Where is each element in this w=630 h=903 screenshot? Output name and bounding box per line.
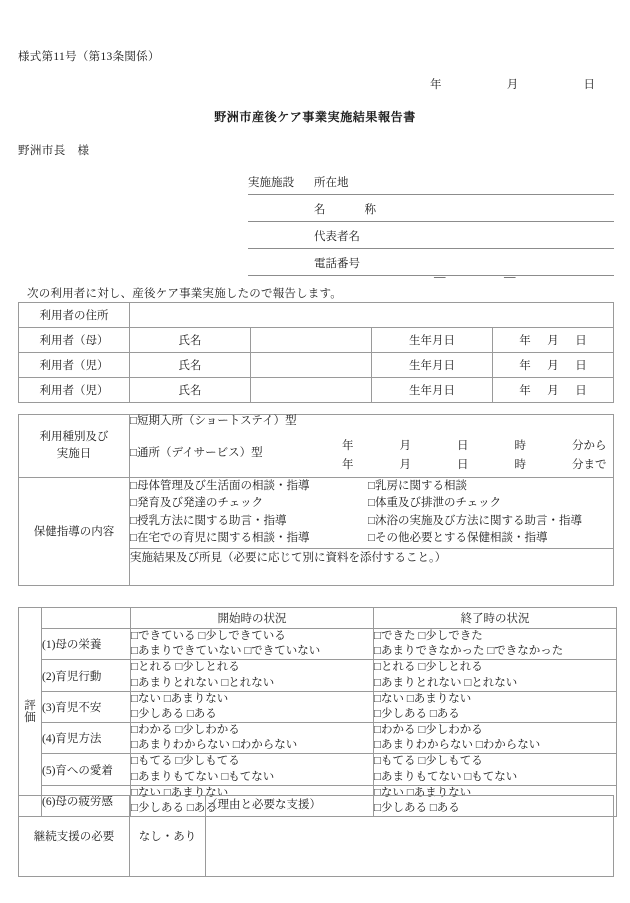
facility-name-label bbox=[314, 201, 376, 221]
guidance-item-row-2 bbox=[130, 513, 613, 530]
evaluation-start-6-line2: □少しある □ある bbox=[131, 801, 217, 814]
facility-address-label: 所在地 bbox=[314, 177, 349, 189]
guidance-option-2-right[interactable]: □沐浴の実施及び方法に関する助言・指導 bbox=[368, 514, 582, 527]
evaluation-end-4-line1: □わかる □少しわかる bbox=[374, 724, 483, 737]
evaluation-end-options-2[interactable] bbox=[374, 660, 617, 691]
usage-type-label-line1: 利用種別及び bbox=[39, 431, 109, 444]
intro-sentence: 次の利用者に対し、産後ケア事業実施したので報告します。 bbox=[27, 288, 342, 300]
continued-support-reason-field[interactable] bbox=[206, 796, 614, 877]
usage-to-day: 日 bbox=[457, 458, 469, 471]
evaluation-item-5: (5)育への愛着 bbox=[42, 754, 131, 785]
continued-support-reason-header: （理由と必要な支援） bbox=[206, 799, 321, 811]
evaluation-start-2-line1: □とれる □少しとれる bbox=[131, 661, 240, 674]
evaluation-start-1-line1: □できている □少しできている bbox=[131, 630, 286, 642]
user-name-value-1[interactable] bbox=[251, 353, 372, 378]
usage-date-range bbox=[342, 437, 610, 474]
evaluation-end-options-3[interactable] bbox=[374, 691, 617, 722]
user-name-label-2: 氏名 bbox=[130, 378, 251, 403]
usage-option-day-service[interactable]: □通所（デイサービス）型 bbox=[130, 446, 263, 459]
user-name-value-2[interactable] bbox=[251, 378, 372, 403]
dob-month-label-1: 月 bbox=[547, 360, 559, 372]
table-row bbox=[19, 478, 614, 549]
guidance-option-3-left[interactable]: □在宅での育児に関する相談・指導 bbox=[130, 532, 310, 545]
evaluation-item-2: (2)育児行動 bbox=[42, 660, 131, 691]
usage-to-month: 月 bbox=[399, 458, 411, 471]
facility-row-name bbox=[248, 195, 614, 222]
facility-section-label: 実施施設 bbox=[248, 177, 294, 189]
facility-spacer-1 bbox=[248, 217, 314, 221]
users-table bbox=[18, 302, 614, 403]
evaluation-column-end: 終了時の状況 bbox=[374, 608, 617, 629]
usage-and-guidance-table bbox=[18, 414, 614, 586]
dob-day-label-0: 日 bbox=[575, 335, 587, 347]
evaluation-table bbox=[18, 607, 617, 817]
guidance-label: 保健指導の内容 bbox=[19, 478, 130, 586]
evaluation-item-6: (6)母の疲労感 bbox=[42, 785, 131, 816]
facility-spacer-3 bbox=[248, 271, 314, 275]
usage-to-hour: 時 bbox=[514, 458, 526, 471]
user-row-label-child-1: 利用者（児） bbox=[19, 353, 130, 378]
submission-day-label: 日 bbox=[583, 79, 595, 91]
user-address-label: 利用者の住所 bbox=[19, 303, 130, 328]
guidance-option-0-left[interactable]: □母体管理及び生活面の相談・指導 bbox=[130, 480, 310, 492]
evaluation-start-2-line2: □あまりとれない □とれない bbox=[131, 676, 275, 689]
evaluation-item-4: (4)育児方法 bbox=[42, 723, 131, 754]
user-dob-value-1[interactable] bbox=[493, 353, 614, 378]
guidance-option-1-left[interactable]: □発育及び発達のチェック bbox=[130, 497, 264, 510]
table-row bbox=[19, 691, 617, 722]
evaluation-start-3-line1: □ない □あまりない bbox=[131, 692, 229, 705]
dob-day-label-1: 日 bbox=[575, 360, 587, 372]
evaluation-end-options-5[interactable] bbox=[374, 754, 617, 785]
facility-name-label-a: 名 bbox=[314, 204, 326, 216]
user-dob-label-1: 生年月日 bbox=[372, 353, 493, 378]
evaluation-end-6-line1: □ない □あまりない bbox=[374, 786, 472, 799]
usage-from-tail: 分から bbox=[572, 440, 607, 452]
evaluation-start-5-line2: □あまりもてない □もてない bbox=[131, 770, 275, 783]
user-address-value[interactable] bbox=[130, 303, 614, 328]
facility-name-label-b: 称 bbox=[364, 204, 376, 216]
form-number: 様式第11号（第13条関係） bbox=[18, 51, 160, 63]
guidance-option-3-right[interactable]: □その他必要とする保健相談・指導 bbox=[368, 532, 548, 545]
dob-day-label-2: 日 bbox=[575, 385, 587, 397]
evaluation-label-char-1: 評 bbox=[24, 699, 36, 712]
evaluation-end-5-line1: □もてる □少しもてる bbox=[374, 755, 483, 768]
submission-date-line bbox=[430, 76, 595, 92]
evaluation-column-start: 開始時の状況 bbox=[131, 608, 374, 629]
table-row bbox=[19, 378, 614, 403]
usage-type-body bbox=[130, 415, 614, 478]
user-dob-value-2[interactable] bbox=[493, 378, 614, 403]
dob-month-label-2: 月 bbox=[547, 385, 559, 397]
evaluation-end-2-line1: □とれる □少しとれる bbox=[374, 661, 483, 674]
facility-row-telephone bbox=[248, 249, 614, 283]
user-row-label-mother: 利用者（母） bbox=[19, 328, 130, 353]
evaluation-end-options-1[interactable] bbox=[374, 629, 617, 660]
usage-from-month: 月 bbox=[399, 440, 411, 452]
dob-year-label-1: 年 bbox=[519, 360, 531, 372]
evaluation-end-3-line2: □少しある □ある bbox=[374, 707, 460, 720]
dob-year-label-0: 年 bbox=[519, 335, 531, 347]
continued-support-label: 継続支援の必要 bbox=[19, 796, 130, 877]
evaluation-end-4-line2: □あまりわからない □わからない bbox=[374, 739, 541, 752]
usage-option-short-stay[interactable]: □短期入所（ショートステイ）型 bbox=[130, 415, 297, 427]
guidance-item-row-3 bbox=[130, 530, 613, 547]
facility-representative-label: 代表者名 bbox=[314, 231, 360, 243]
evaluation-end-2-line2: □あまりとれない □とれない bbox=[374, 676, 518, 689]
facility-row-address bbox=[248, 168, 614, 195]
continued-support-table bbox=[18, 795, 614, 877]
user-name-label-0: 氏名 bbox=[130, 328, 251, 353]
guidance-option-2-left[interactable]: □授乳方法に関する助言・指導 bbox=[130, 514, 287, 527]
table-row bbox=[19, 353, 614, 378]
table-row bbox=[19, 608, 617, 629]
evaluation-end-5-line2: □あまりもてない □もてない bbox=[374, 770, 518, 783]
facility-row-representative bbox=[248, 222, 614, 249]
user-dob-label-2: 生年月日 bbox=[372, 378, 493, 403]
evaluation-start-3-line2: □少しある □ある bbox=[131, 707, 217, 720]
guidance-item-row-1 bbox=[130, 495, 613, 512]
evaluation-end-1-line1: □できた □少しできた bbox=[374, 630, 483, 642]
guidance-option-1-right[interactable]: □体重及び排泄のチェック bbox=[368, 497, 502, 510]
facility-telephone-value[interactable] bbox=[376, 271, 614, 283]
usage-type-label-line2: 実施日 bbox=[56, 448, 92, 460]
evaluation-vertical-label bbox=[19, 608, 42, 817]
usage-date-row-to[interactable] bbox=[342, 456, 610, 475]
evaluation-start-6-line1: □ない □あまりない bbox=[131, 786, 229, 799]
evaluation-start-options-2[interactable] bbox=[131, 660, 374, 691]
result-and-findings-field[interactable]: 実施結果及び所見（必要に応じて別に資料を添付すること。） bbox=[130, 548, 614, 585]
evaluation-item-3: (3)育児不安 bbox=[42, 691, 131, 722]
table-row bbox=[19, 660, 617, 691]
evaluation-label-char-2: 価 bbox=[24, 712, 36, 725]
evaluation-item-1: (1)母の栄養 bbox=[42, 629, 131, 660]
table-row bbox=[19, 415, 614, 478]
usage-from-year: 年 bbox=[342, 440, 354, 452]
table-row bbox=[19, 328, 614, 353]
telephone-dash-1: ― bbox=[434, 271, 446, 283]
guidance-options bbox=[130, 478, 614, 549]
table-row bbox=[19, 723, 617, 754]
evaluation-start-1-line2: □あまりできていない □できていない bbox=[131, 645, 321, 658]
evaluation-end-3-line1: □ない □あまりない bbox=[374, 692, 472, 705]
dob-year-label-2: 年 bbox=[519, 385, 531, 397]
facility-address-value[interactable] bbox=[376, 190, 614, 194]
usage-from-day: 日 bbox=[457, 440, 469, 452]
guidance-option-0-right[interactable]: □乳房に関する相談 bbox=[368, 480, 467, 492]
guidance-item-row-0 bbox=[130, 478, 613, 495]
facility-name-value[interactable] bbox=[376, 217, 614, 221]
submission-month-label: 月 bbox=[506, 79, 519, 91]
table-row bbox=[19, 629, 617, 660]
facility-telephone-label: 電話番号 bbox=[314, 258, 360, 270]
submission-year-label: 年 bbox=[430, 79, 442, 91]
page-title: 野洲市産後ケア事業実施結果報告書 bbox=[214, 110, 416, 124]
evaluation-start-options-4[interactable] bbox=[131, 723, 374, 754]
usage-to-year: 年 bbox=[342, 458, 354, 471]
addressee: 野洲市長 様 bbox=[18, 145, 90, 157]
user-dob-value-0[interactable] bbox=[493, 328, 614, 353]
table-row bbox=[19, 303, 614, 328]
facility-spacer-2 bbox=[248, 244, 314, 248]
table-row bbox=[19, 796, 614, 877]
usage-type-label bbox=[19, 415, 130, 478]
evaluation-start-4-line2: □あまりわからない □わからない bbox=[131, 739, 298, 752]
evaluation-end-6-line2: □少しある □ある bbox=[374, 801, 460, 814]
continued-support-value[interactable]: なし・あり bbox=[130, 796, 206, 877]
table-row bbox=[19, 754, 617, 785]
evaluation-start-options-5[interactable] bbox=[131, 754, 374, 785]
facility-representative-value[interactable] bbox=[376, 244, 614, 248]
evaluation-start-4-line1: □わかる □少しわかる bbox=[131, 724, 240, 737]
evaluation-end-1-line2: □あまりできなかった □できなかった bbox=[374, 645, 564, 658]
user-row-label-child-2: 利用者（児） bbox=[19, 378, 130, 403]
evaluation-start-options-3[interactable] bbox=[131, 691, 374, 722]
facility-block bbox=[248, 168, 614, 283]
user-name-label-1: 氏名 bbox=[130, 353, 251, 378]
telephone-dash-2: ― bbox=[504, 271, 516, 283]
usage-from-hour: 時 bbox=[514, 440, 526, 452]
dob-month-label-0: 月 bbox=[547, 335, 559, 347]
usage-date-row-from[interactable] bbox=[342, 437, 610, 456]
evaluation-start-options-1[interactable] bbox=[131, 629, 374, 660]
usage-to-tail: 分まで bbox=[572, 458, 607, 471]
evaluation-corner-cell bbox=[42, 608, 131, 629]
evaluation-end-options-4[interactable] bbox=[374, 723, 617, 754]
user-name-value-0[interactable] bbox=[251, 328, 372, 353]
evaluation-start-5-line1: □もてる □少しもてる bbox=[131, 755, 240, 768]
user-dob-label-0: 生年月日 bbox=[372, 328, 493, 353]
